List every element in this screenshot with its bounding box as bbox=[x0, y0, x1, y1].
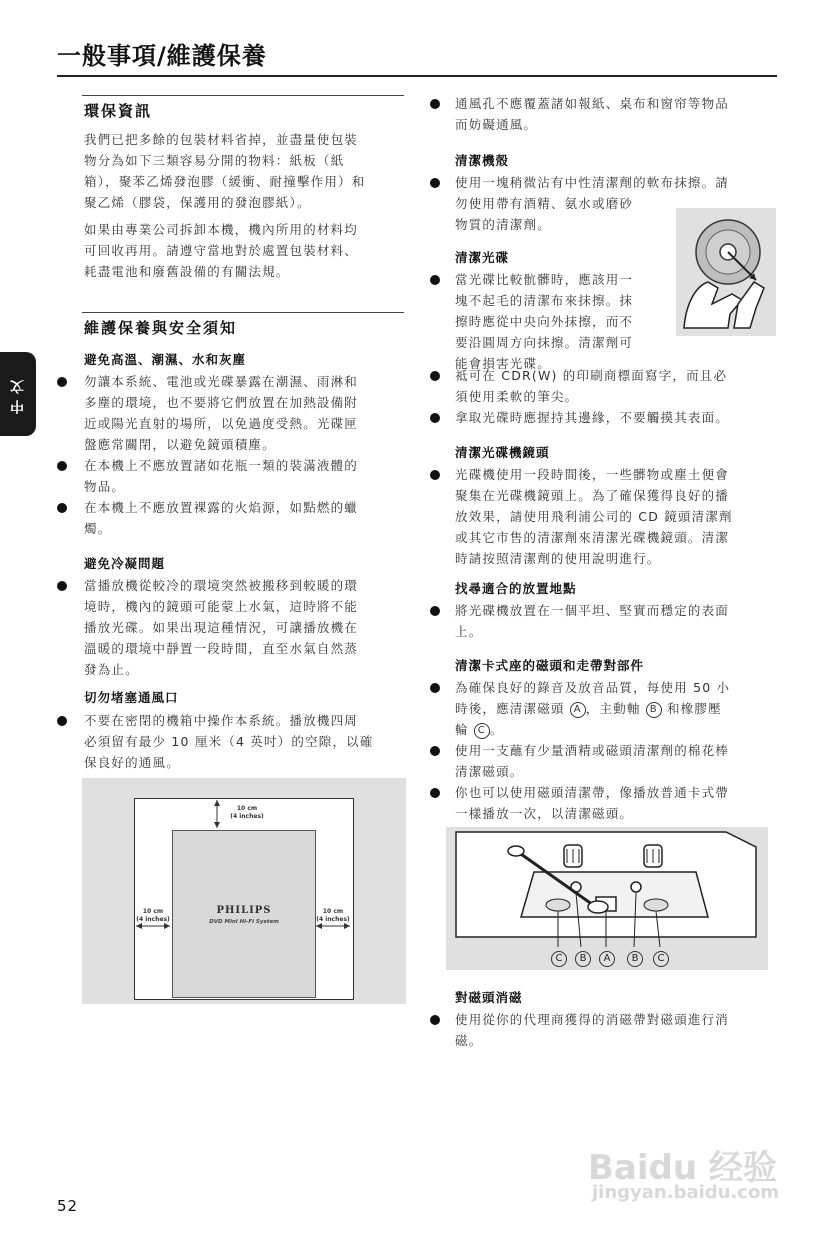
lens-subtitle: 清潔光碟機鏡頭 bbox=[455, 445, 550, 460]
bullet-icon bbox=[430, 470, 440, 480]
clean-case-bullet: 使用一塊稍微沾有中性清潔劑的軟布抹擦。請 勿使用帶有酒精、氨水或磨砂 物質的清潔劑。 bbox=[455, 175, 730, 232]
disc-cleaning-illustration bbox=[676, 208, 776, 336]
section-rule bbox=[82, 312, 404, 313]
disc-cleaning-figure bbox=[676, 208, 776, 336]
env-paragraph-1: 我們已把多餘的包裝材料省掉，並盡量使包裝 物分為如下三類容易分開的物料：紙板（紙 箱），聚苯乙烯發泡膠（緩衝、耐撞擊作用）和 聚乙烯（膠袋，保護用的發泡膠紙）。 bbox=[84, 132, 366, 210]
callout-c-right: C bbox=[653, 948, 669, 967]
title-rule bbox=[57, 75, 777, 77]
bullet-icon bbox=[430, 99, 440, 109]
page-number: 52 bbox=[57, 1197, 79, 1215]
section-rule bbox=[82, 95, 404, 96]
condensation-subtitle: 避免冷凝問題 bbox=[84, 556, 166, 571]
bullet-icon bbox=[57, 377, 67, 387]
bullet-icon bbox=[430, 683, 440, 693]
bullet-icon bbox=[430, 275, 440, 285]
clearance-figure bbox=[82, 778, 406, 1004]
language-tab-label: 中文 bbox=[10, 374, 26, 414]
cassette-deck-figure bbox=[446, 827, 768, 970]
tape-bullet-3: 你也可以使用磁頭清潔帶，像播放普通卡式帶 一樣播放一次，以清潔磁頭。 bbox=[455, 785, 730, 821]
demagnetize-bullet: 使用從你的代理商獲得的消磁帶對磁頭進行消 磁。 bbox=[455, 1012, 730, 1048]
callout-b-right: B bbox=[627, 948, 643, 967]
condensation-bullet: 當播放機從較冷的環境突然被搬移到較暖的環 境時，機內的鏡頭可能蒙上水氣，這時將不能 播放光碟。如果出現這種情況，可讓播放機在 溫暖的環境中靜置一段時間，直至水氣自然蒸 發為止。 bbox=[84, 578, 359, 677]
bullet-icon bbox=[57, 461, 67, 471]
bullet-icon bbox=[57, 503, 67, 513]
right-clearance-label: 10 cm (4 inches) bbox=[316, 908, 350, 923]
clean-disc-bullet-1: 當光碟比較骯髒時，應該用一 塊不起毛的清潔布來抹擦。抹 擦時應從中央向外抹擦，而不 要沿圓周方向抹擦。清潔劑可 能會損害光碟。 bbox=[455, 272, 634, 371]
capstan-b-marker: B bbox=[646, 702, 662, 718]
clean-case-subtitle: 清潔機殼 bbox=[455, 153, 510, 168]
vent-subtitle: 切勿堵塞通風口 bbox=[84, 690, 179, 705]
bullet-icon bbox=[430, 1015, 440, 1025]
bullet-icon bbox=[57, 581, 67, 591]
bullet-icon bbox=[430, 178, 440, 188]
clean-disc-subtitle: 清潔光碟 bbox=[455, 250, 510, 265]
bullet-icon bbox=[430, 371, 440, 381]
bullet-icon bbox=[57, 716, 67, 726]
lens-bullet: 光碟機使用一段時間後，一些髒物或塵土便會 聚集在光碟機鏡頭上。為了確保獲得良好的播 放效果，請使用飛利浦公司的 CD 鏡頭清潔劑 或其它市售的清潔劑來清潔光碟機鏡頭。清潔 時請按照清潔劑的使用說明進行。 bbox=[455, 467, 733, 566]
watermark-logo: Baidu 经验 bbox=[588, 1148, 777, 1188]
heat-bullet-2: 在本機上不應放置諸如花瓶一類的裝滿液體的 物品。 bbox=[84, 458, 359, 494]
top-clearance-label: 10 cm (4 inches) bbox=[230, 805, 264, 820]
head-a-marker: A bbox=[570, 702, 586, 718]
page-title: 一般事項/維護保養 bbox=[57, 42, 267, 70]
callout-c-left: C bbox=[551, 948, 567, 967]
vent-bullet: 不要在密閉的機箱中操作本系統。播放機四周 必須留有最少 10 厘米（4 英吋）的空隙，以確 保良好的通風。 bbox=[84, 713, 374, 770]
callout-a: A bbox=[599, 948, 615, 967]
tape-bullet-2: 使用一支蘸有少量酒精或磁頭清潔劑的棉花棒 清潔磁頭。 bbox=[455, 743, 730, 779]
roller-c-marker: C bbox=[474, 723, 490, 739]
env-title: 環保資訊 bbox=[84, 102, 153, 120]
tape-bullet-1: 為確保良好的錄音及放音品質，每使用 50 小 時後，應清潔磁頭 A ，主動軸 B 和橡膠壓 輪 C 。 bbox=[455, 680, 731, 737]
bullet-icon bbox=[430, 746, 440, 756]
env-paragraph-2: 如果由專業公司拆卸本機，機內所用的材料均 可回收再用。請遵守當地對於處置包裝材料、 耗盡電池和廢舊設備的有關法規。 bbox=[84, 222, 359, 279]
safety-title: 維護保養與安全須知 bbox=[84, 319, 238, 337]
tape-subtitle: 清潔卡式座的磁頭和走帶對部件 bbox=[455, 658, 645, 673]
left-clearance-label: 10 cm (4 inches) bbox=[136, 908, 170, 923]
bullet-icon bbox=[430, 413, 440, 423]
heat-subtitle: 避免高溫、潮濕、水和灰塵 bbox=[84, 352, 247, 367]
bullet-icon bbox=[430, 606, 440, 616]
placement-subtitle: 找尋適合的放置地點 bbox=[455, 581, 577, 596]
heat-bullet-3: 在本機上不應放置裸露的火焰源，如點燃的蠟 燭。 bbox=[84, 500, 359, 536]
clean-disc-bullet-2: 祗可在 CDR(W) 的印刷商標面寫字，而且必 須使用柔軟的筆尖。 bbox=[455, 368, 728, 404]
watermark-url: jingyan.baidu.com bbox=[592, 1182, 780, 1203]
vent-bullet-2: 通風孔不應覆蓋諸如報紙、桌布和窗帘等物品 而妨礙通風。 bbox=[455, 96, 730, 132]
placement-bullet: 將光碟機放置在一個平坦、堅實而穩定的表面 上。 bbox=[455, 603, 730, 639]
demagnetize-subtitle: 對磁頭消磁 bbox=[455, 990, 523, 1005]
brand-label: PHILIPS bbox=[216, 905, 272, 916]
callout-b-left: B bbox=[575, 948, 591, 967]
clean-disc-bullet-3: 拿取光碟時應握持其邊緣，不要觸摸其表面。 bbox=[455, 410, 730, 425]
language-tab bbox=[0, 352, 36, 436]
model-label: DVD Mini Hi-Fi System bbox=[209, 919, 279, 925]
bullet-icon bbox=[430, 788, 440, 798]
heat-bullet-1: 勿讓本系統、電池或光碟暴露在潮濕、雨淋和 多塵的環境，也不要將它們放置在加熱設備附 近或陽光直射的場所，以免過度受熱。光碟匣 盤應常關閉，以避免鏡頭積塵。 bbox=[84, 374, 359, 452]
